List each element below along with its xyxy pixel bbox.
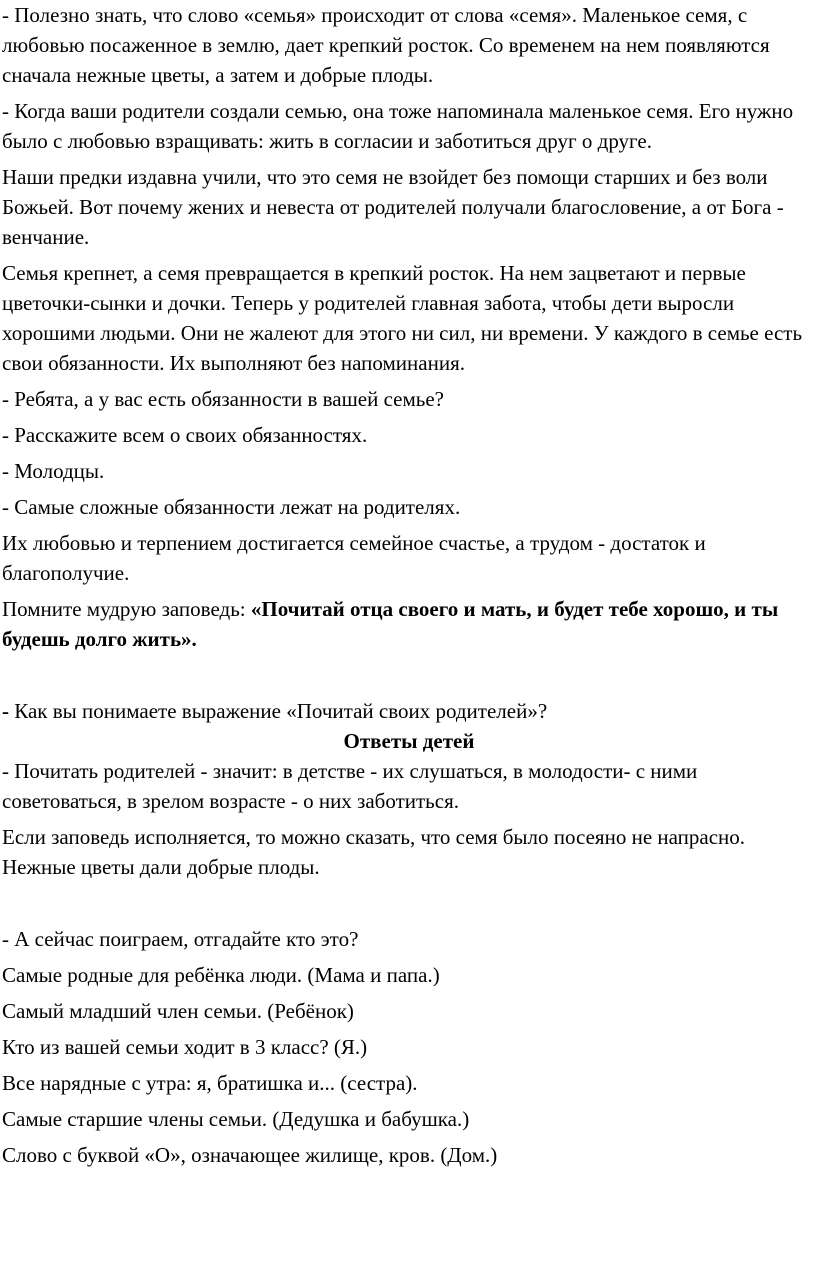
commandment-quote: «Почитай отца своего и мать, и будет тебе хорошо, и ты будешь долго жить». (2, 597, 779, 651)
paragraph-parents-duties: - Самые сложные обязанности лежат на родителях. (2, 495, 461, 519)
paragraph-tell-duties: - Расскажите всем о своих обязанностях. (2, 423, 368, 447)
riddle-item: Кто из вашей семьи ходит в 3 класс? (Я.) (2, 1035, 368, 1059)
riddle-item: Все нарядные с утра: я, братишка и... (сестра). (2, 1071, 418, 1095)
paragraph-seed-not-in-vain: Если заповедь исполняется, то можно сказать, что семя было посеяно не напрасно. Нежные цветы дали добрые плоды. (2, 825, 746, 879)
paragraph-seed-meaning: - Полезно знать, что слово «семья» происходит от слова «семя». Маленькое семя, с любовью посаженное в землю, дает крепкий росток. Со временем на нем появляются сначала нежные цветы, а затем и добрые плоды. (2, 3, 770, 87)
riddle-item: Самый младший член семьи. (Ребёнок) (2, 999, 354, 1023)
paragraph-game-intro: - А сейчас поиграем, отгадайте кто это? (2, 927, 359, 951)
paragraph-happiness: Их любовью и терпением достигается семейное счастье, а трудом - достаток и благополучие. (2, 531, 706, 585)
riddle-item: Слово с буквой «О», означающее жилище, кров. (Дом.) (2, 1143, 498, 1167)
paragraph-well-done: - Молодцы. (2, 459, 105, 483)
question-honor-text: Как вы понимаете выражение «Почитай своих родителей»? (14, 699, 548, 723)
riddle-item: Самые родные для ребёнка люди. (Мама и папа.) (2, 963, 440, 987)
question-dash: - (2, 699, 15, 723)
paragraph-commandment (2, 594, 816, 654)
paragraph-parents-family: - Когда ваши родители создали семью, она тоже напоминала маленькое семя. Его нужно было с любовью взращивать: жить в согласии и заботиться друг о друге. (2, 99, 794, 153)
spacer (2, 888, 816, 924)
paragraph-honor-meaning: - Почитать родителей - значит: в детстве - их слушаться, в молодости- с ними советоваться, в зрелом возрасте - о них заботиться. (2, 759, 698, 813)
paragraph-ancestors: Наши предки издавна учили, что это семя не взойдет без помощи старших и без воли Божьей. Вот почему жених и невеста от родителей получали благословение, а от Бога - венчание. (2, 165, 784, 249)
riddle-item: Самые старшие члены семьи. (Дедушка и бабушка.) (2, 1107, 470, 1131)
paragraph-question-honor (2, 696, 816, 726)
spacer (2, 660, 816, 696)
paragraph-question-duties: - Ребята, а у вас есть обязанности в вашей семье? (2, 387, 444, 411)
commandment-intro: Помните мудрую заповедь: (2, 597, 251, 621)
heading-answers: Ответы детей (343, 729, 475, 753)
paragraph-family-grows: Семья крепнет, а семя превращается в крепкий росток. На нем зацветают и первые цветочки-сынки и дочки. Теперь у родителей главная забота, чтобы дети выросли хорошими людьми. Они не жалеют для этого ни сил, ни времени. У каждого в семье есть свои обязанности. Их выполняют без напоминания. (2, 261, 803, 375)
